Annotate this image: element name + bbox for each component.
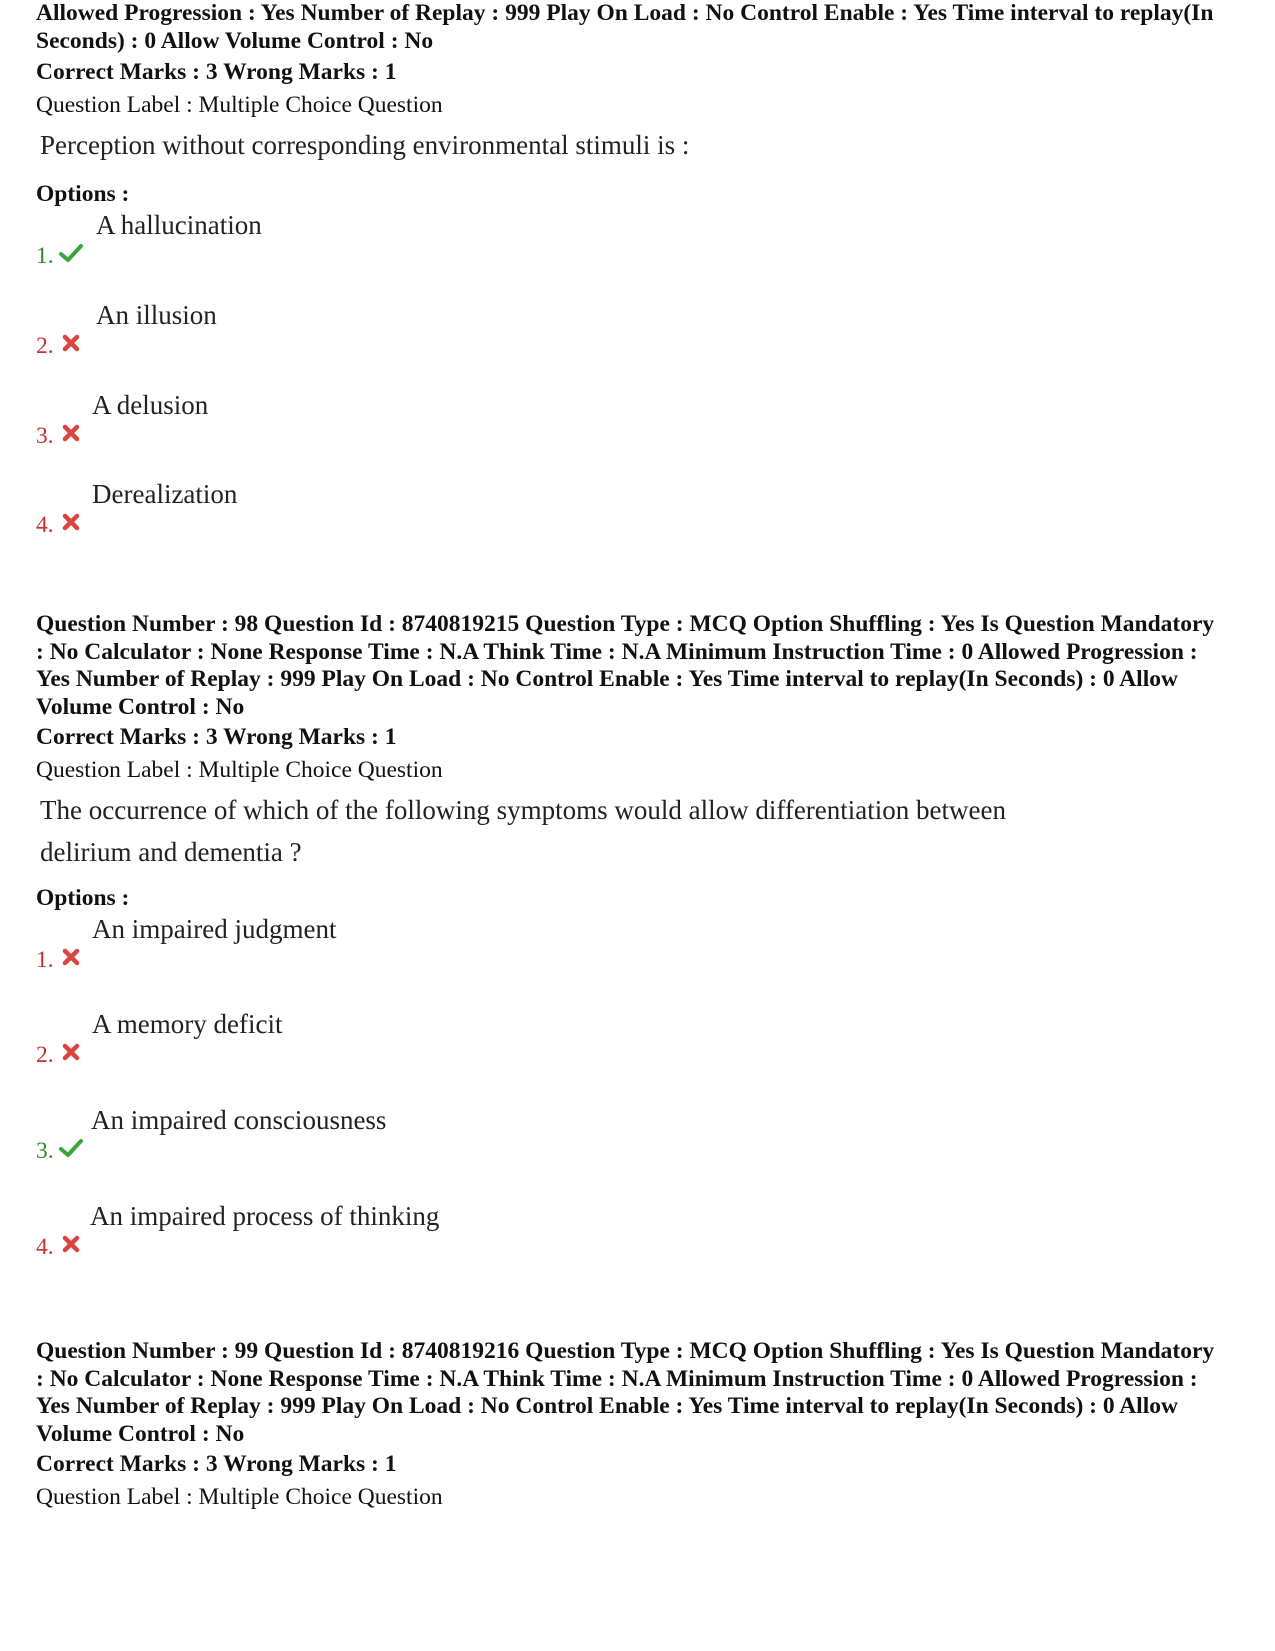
marks-line: Correct Marks : 3 Wrong Marks : 1 bbox=[36, 59, 397, 85]
cross-icon bbox=[58, 1039, 84, 1065]
option-item bbox=[36, 210, 736, 270]
option-text: An impaired judgment bbox=[92, 914, 337, 944]
option-number: 2. bbox=[36, 333, 54, 359]
check-icon bbox=[58, 1135, 84, 1161]
options-heading: Options : bbox=[36, 885, 130, 911]
question-text: Perception without corresponding environmental stimuli is : bbox=[40, 130, 690, 160]
question-text: The occurrence of which of the following symptoms would allow differentiation between delirium and dementia ? bbox=[40, 795, 1006, 867]
cross-icon bbox=[58, 330, 84, 356]
option-number: 2. bbox=[36, 1042, 54, 1068]
option-text: A hallucination bbox=[96, 210, 262, 240]
option-number: 4. bbox=[36, 512, 54, 538]
option-item bbox=[36, 300, 736, 360]
question-meta: Question Number : 98 Question Id : 8740819215 Question Type : MCQ Option Shuffling : Yes Is Question Mandatory : No Calculator : None Response Time : N.A Think Time : N.A Minimum Instruction Time : 0 Allowed Progression : Yes Number of Replay : 999 Play On Load : No Control Enable : Yes Time interval to replay(In Seconds) : 0 Allow Volume Control : No bbox=[36, 611, 1215, 720]
options-heading: Options : bbox=[36, 181, 130, 207]
option-number: 1. bbox=[36, 243, 54, 269]
cross-icon bbox=[58, 1231, 84, 1257]
option-number: 1. bbox=[36, 947, 54, 973]
option-text: An illusion bbox=[96, 300, 217, 330]
cross-icon bbox=[58, 420, 84, 446]
option-text: Derealization bbox=[92, 479, 238, 509]
option-item bbox=[36, 914, 736, 974]
option-item bbox=[36, 1009, 736, 1069]
question-label: Question Label : Multiple Choice Question bbox=[36, 757, 443, 783]
cross-icon bbox=[58, 944, 84, 970]
cross-icon bbox=[58, 509, 84, 535]
option-number: 3. bbox=[36, 423, 54, 449]
question-label: Question Label : Multiple Choice Question bbox=[36, 1484, 443, 1510]
marks-line: Correct Marks : 3 Wrong Marks : 1 bbox=[36, 1451, 397, 1477]
option-number: 4. bbox=[36, 1234, 54, 1260]
option-item bbox=[36, 390, 736, 450]
option-item bbox=[36, 1201, 736, 1261]
option-text: An impaired process of thinking bbox=[90, 1201, 440, 1231]
option-text: An impaired consciousness bbox=[91, 1105, 387, 1135]
check-icon bbox=[58, 240, 84, 266]
option-item bbox=[36, 1105, 736, 1165]
question-meta: Question Number : 99 Question Id : 8740819216 Question Type : MCQ Option Shuffling : Yes Is Question Mandatory : No Calculator : None Response Time : N.A Think Time : N.A Minimum Instruction Time : 0 Allowed Progression : Yes Number of Replay : 999 Play On Load : No Control Enable : Yes Time interval to replay(In Seconds) : 0 Allow Volume Control : No bbox=[36, 1338, 1215, 1447]
option-text: A delusion bbox=[92, 390, 209, 420]
question-meta: Allowed Progression : Yes Number of Replay : 999 Play On Load : No Control Enable : Yes Time interval to replay(In Seconds) : 0 Allow Volume Control : No bbox=[36, 0, 1214, 54]
marks-line: Correct Marks : 3 Wrong Marks : 1 bbox=[36, 724, 397, 750]
option-number: 3. bbox=[36, 1138, 54, 1164]
question-label: Question Label : Multiple Choice Question bbox=[36, 92, 443, 118]
option-text: A memory deficit bbox=[92, 1009, 283, 1039]
option-item bbox=[36, 479, 736, 539]
